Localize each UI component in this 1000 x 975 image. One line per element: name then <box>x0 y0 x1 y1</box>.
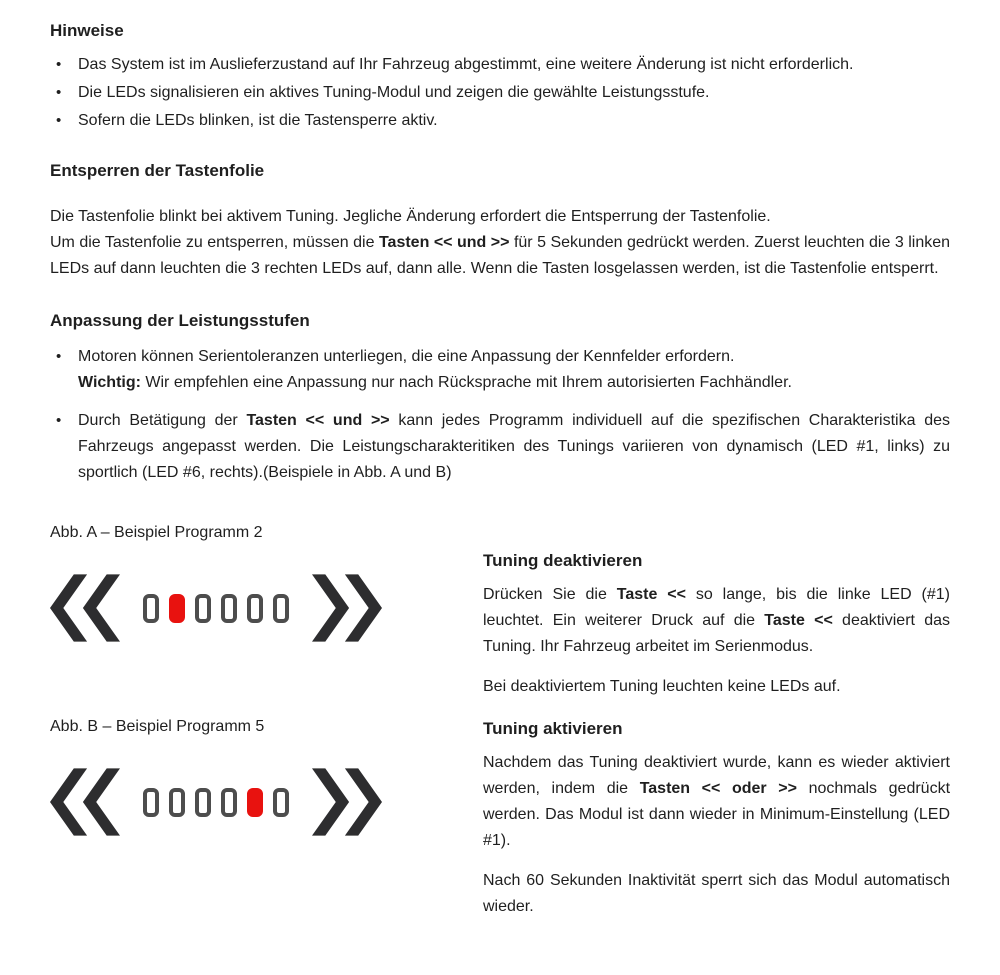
tuning-aktivieren-heading: Tuning aktivieren <box>483 719 623 738</box>
hinweise-item-2-text: Die LEDs signalisieren ein aktives Tuning-Modul und zeigen die gewählte Leistungsstufe. <box>78 84 710 101</box>
anpassung-item-1-line-1: Motoren können Serientoleranzen unterliegen, die eine Anpassung der Kennfelder erfordern. <box>78 348 735 365</box>
entsperren-paragraph-1: Die Tastenfolie blinkt bei aktivem Tuning. Jegliche Änderung erfordert die Entsperrung der Tastenfolie. <box>50 208 771 225</box>
tuning-aktivieren-paragraph-1: Nachdem das Tuning deaktiviert wurde, kann es wieder aktiviert werden, indem die Tasten << oder >> nochmals gedrückt werden. Das Modul ist dann wieder in Minimum-Einstellung (LED #1). <box>483 754 951 849</box>
led-indicator-5-active <box>247 788 263 817</box>
hinweise-item-3-text: Sofern die LEDs blinken, ist die Tastensperre aktiv. <box>78 112 438 129</box>
entsperren-heading: Entsperren der Tastenfolie <box>50 161 265 180</box>
bullet-icon: • <box>56 56 62 73</box>
bullet-icon: • <box>56 112 62 129</box>
tuning-text-column <box>483 520 950 920</box>
led-indicator-2-active <box>169 594 185 623</box>
hinweise-item-1 <box>50 52 950 78</box>
hinweise-item-3 <box>50 108 950 134</box>
anpassung-item-2-text: Durch Betätigung der Tasten << und >> kann jedes Programm individuell auf die spezifischen Charakteristika des Fahrzeugs angepasst werden. Die Leistungscharakteritiken des Tunings variieren von dynamisch (LED #1, links) zu sportlich (LED #6, rechts).(Beispiele in Abb. A und B) <box>78 412 951 481</box>
tuning-deaktivieren-paragraph-2: Bei deaktiviertem Tuning leuchten keine LEDs auf. <box>483 678 841 695</box>
tuning-deaktivieren-heading: Tuning deaktivieren <box>483 551 643 570</box>
double-chevron-right-icon <box>312 768 382 836</box>
figure-a-led-row <box>143 594 289 623</box>
figures-area <box>50 520 950 920</box>
anpassung-item-1 <box>50 344 950 396</box>
figure-b-label: Abb. B – Beispiel Programm 5 <box>50 718 265 735</box>
led-indicator-6 <box>273 594 289 623</box>
led-indicator-1 <box>143 594 159 623</box>
led-indicator-4 <box>221 788 237 817</box>
figure-a-led-display <box>50 574 483 642</box>
led-indicator-2 <box>169 788 185 817</box>
double-chevron-right-icon <box>312 574 382 642</box>
bullet-icon: • <box>56 84 62 101</box>
figures-column <box>50 520 483 836</box>
tuning-aktivieren-paragraph-2: Nach 60 Sekunden Inaktivität sperrt sich das Modul automatisch wieder. <box>483 872 950 915</box>
figure-a-label: Abb. A – Beispiel Programm 2 <box>50 524 263 541</box>
hinweise-item-1-text: Das System ist im Auslieferzustand auf Ihr Fahrzeug abgestimmt, eine weitere Änderung ist nicht erforderlich. <box>78 56 854 73</box>
entsperren-paragraph-2: Um die Tastenfolie zu entsperren, müssen die Tasten << und >> für 5 Sekunden gedrückt werden. Zuerst leuchten die 3 linken LEDs auf dann leuchten die 3 rechten LEDs auf, dann alle. Wenn die Tasten losgelassen werden, ist die Tastenfolie entsperrt. <box>50 234 951 277</box>
anpassung-item-1-text <box>78 344 950 396</box>
double-chevron-left-icon <box>50 574 120 642</box>
figure-b-led-display <box>50 768 483 836</box>
hinweise-heading: Hinweise <box>50 21 124 40</box>
led-indicator-6 <box>273 788 289 817</box>
bullet-icon: • <box>56 412 62 429</box>
tuning-deaktivieren-paragraph-1: Drücken Sie die Taste << so lange, bis die linke LED (#1) leuchtet. Ein weiterer Druck auf die Taste << deaktiviert das Tuning. Ihr Fahrzeug arbeitet im Serienmodus. <box>483 586 951 655</box>
led-indicator-1 <box>143 788 159 817</box>
led-indicator-5 <box>247 594 263 623</box>
led-indicator-3 <box>195 788 211 817</box>
double-chevron-left-icon <box>50 768 120 836</box>
led-indicator-3 <box>195 594 211 623</box>
anpassung-item-1-line-2: Wichtig: Wir empfehlen eine Anpassung nur nach Rücksprache mit Ihrem autorisierten Fachhändler. <box>78 374 792 391</box>
anpassung-item-2 <box>50 408 950 486</box>
led-indicator-4 <box>221 594 237 623</box>
anpassung-heading: Anpassung der Leistungsstufen <box>50 311 310 330</box>
figure-b-led-row <box>143 788 289 817</box>
bullet-icon: • <box>56 348 62 365</box>
hinweise-item-2 <box>50 80 950 106</box>
